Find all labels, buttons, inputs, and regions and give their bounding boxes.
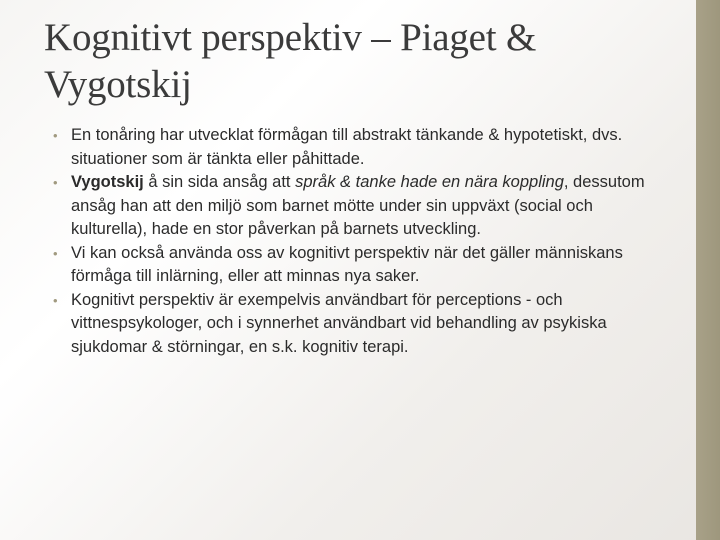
bullet-item [52, 289, 652, 360]
bullet-item [52, 124, 652, 171]
bullet-list [52, 124, 652, 359]
bullet-icon: • [53, 128, 58, 143]
bullet-bold-text: Vygotskij [71, 173, 144, 191]
bullet-text: å sin sida ansåg att [143, 173, 296, 191]
bullet-text: , dessutom ansåg han att den miljö som barnet mötte under sin uppväxt (social och kulturella), hade en stor påverkan på barnets utveckling. [71, 173, 645, 238]
bullet-icon: • [53, 175, 58, 190]
bullet-item [52, 242, 652, 289]
bullet-icon: • [53, 292, 58, 308]
slide-title: Kognitivt perspektiv – Piaget & Vygotskij [44, 16, 537, 106]
bullet-text: En tonåring har utvecklat förmågan till abstrakt tänkande & hypotetiskt, dvs. situationer som är tänkta eller påhittade. [71, 126, 623, 168]
bullet-item [52, 171, 652, 242]
bullet-icon: • [53, 245, 58, 261]
bullet-italic-text: språk & tanke hade en nära koppling [295, 173, 564, 191]
accent-side-bar [696, 0, 720, 540]
bullet-text: Vi kan också använda oss av kognitivt perspektiv när det gäller människans förmåga till inlärning, eller att minnas nya saker. [71, 243, 623, 285]
bullet-text: Kognitivt perspektiv är exempelvis användbart för perceptions - och vittnespsykologer, och i synnerhet användbart vid behandling av psykiska sjukdomar & störningar, en s.k. kognitiv terapi. [71, 290, 607, 356]
